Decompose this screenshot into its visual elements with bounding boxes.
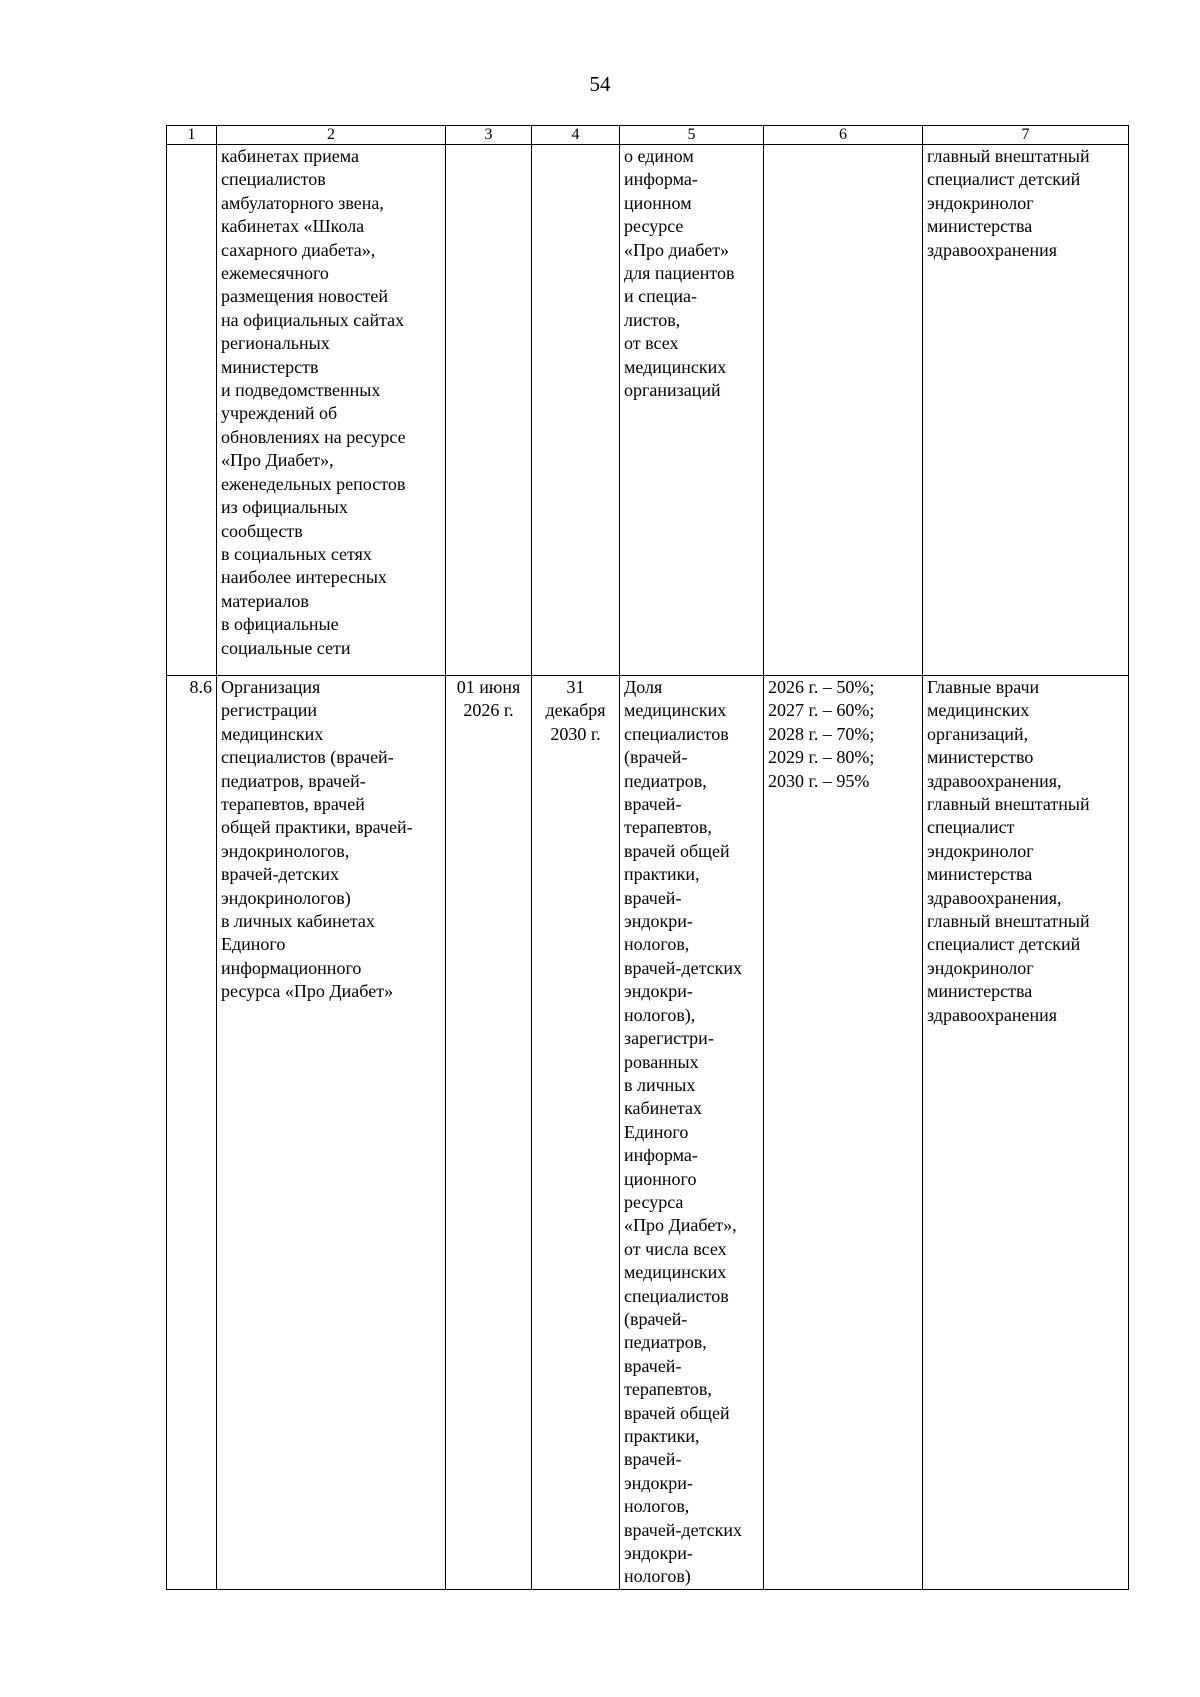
column-number: 7 [923, 126, 1129, 145]
column-number: 5 [620, 126, 764, 145]
cell-line: медицинских [927, 700, 1030, 721]
cell-line: эндокри- [624, 1543, 693, 1564]
cell-line: медицинских [624, 700, 727, 721]
cell-line: специалист детский [927, 169, 1081, 190]
cell-line: учреждений об [221, 403, 338, 424]
cell-line: размещения новостей [221, 286, 389, 307]
cell-line: региональных [221, 333, 330, 354]
cell-line: терапевтов, [624, 817, 712, 838]
cell-line: для пациентов [624, 263, 735, 284]
cell-line: педиатров, [624, 770, 707, 791]
cell-line: нологов, [624, 1496, 690, 1517]
cell-line: общей практики, врачей- [221, 817, 413, 838]
cell-line: нологов), [624, 1004, 696, 1025]
cell-line: министерство [927, 747, 1034, 768]
cell-line: здравоохранения [927, 239, 1058, 260]
cell-line: «Про диабет» [624, 239, 730, 260]
cell-responsible [923, 676, 1129, 1590]
cell-target-values [764, 145, 923, 676]
cell-line: министерства [927, 216, 1033, 237]
cell-line: 31 [566, 677, 585, 697]
cell-line: кабинетах [624, 1098, 702, 1119]
cell-line: в личных кабинетах [221, 911, 375, 932]
cell-line: социальные сети [221, 637, 351, 658]
cell-line: информационного [221, 957, 362, 978]
cell-line: еженедельных репостов [221, 473, 406, 494]
cell-line: ежемесячного [221, 263, 329, 284]
cell-line: организаций, [927, 723, 1029, 744]
cell-line: из официальных [221, 497, 348, 518]
cell-line: врачей-детских [624, 1519, 743, 1540]
column-number: 3 [446, 126, 532, 145]
cell-line: врачей-детских [221, 864, 340, 885]
cell-start-date [446, 676, 532, 1590]
cell-line: (врачей- [624, 747, 688, 768]
cell-line: (врачей- [624, 1308, 688, 1329]
cell-line: врачей- [624, 1355, 682, 1376]
cell-line: министерства [927, 864, 1033, 885]
cell-end-date [532, 145, 620, 676]
measures-table [166, 125, 1129, 1590]
column-number-row [167, 126, 1129, 145]
cell-line: и специа- [624, 286, 697, 307]
cell-line: эндокри- [624, 981, 693, 1002]
cell-line: медицинских [624, 1262, 727, 1283]
cell-line: педиатров, [624, 1332, 707, 1353]
cell-line: здравоохранения, [927, 770, 1062, 791]
cell-line: специалист [927, 817, 1015, 838]
cell-line: ресурсе [624, 216, 684, 237]
cell-line: специалистов (врачей- [221, 747, 394, 768]
cell-line: здравоохранения, [927, 887, 1062, 908]
cell-line: эндокри- [624, 1472, 693, 1493]
cell-line: 2030 г. – 95% [768, 770, 870, 791]
cell-line: в личных [624, 1074, 696, 1095]
cell-line: в официальные [221, 614, 339, 635]
cell-line: информа- [624, 169, 698, 190]
cell-line: педиатров, врачей- [221, 770, 366, 791]
cell-line: ресурса «Про Диабет» [221, 981, 394, 1002]
cell-line: ресурса [624, 1191, 684, 1212]
column-number: 1 [167, 126, 217, 145]
cell-line: министерств [221, 356, 319, 377]
cell-line: нологов) [624, 1566, 691, 1587]
cell-line: Организация [221, 677, 321, 697]
cell-line: ционном [624, 192, 692, 213]
cell-start-date [446, 145, 532, 676]
cell-indicator [620, 145, 764, 676]
cell-line: министерства [927, 981, 1033, 1002]
column-number: 6 [764, 126, 923, 145]
cell-line: в социальных сетях [221, 543, 372, 564]
cell-line: Главные врачи [927, 677, 1040, 697]
cell-line: врачей- [624, 887, 682, 908]
column-number: 4 [532, 126, 620, 145]
cell-indicator [620, 676, 764, 1590]
cell-line: медицинских [221, 723, 324, 744]
cell-line: кабинетах приема [221, 146, 359, 166]
cell-line: от числа всех [624, 1238, 727, 1259]
cell-line: 2027 г. – 60%; [768, 700, 875, 721]
cell-line: эндокринолог [927, 840, 1034, 861]
table-row [167, 145, 1129, 676]
cell-line: 2030 г. [550, 723, 601, 744]
cell-line: «Про Диабет», [221, 450, 334, 471]
cell-number [167, 676, 217, 1590]
cell-line: практики, [624, 864, 700, 885]
cell-line: 8.6 [189, 677, 212, 697]
cell-line: врачей-детских [624, 957, 743, 978]
cell-line: зарегистри- [624, 1028, 714, 1049]
cell-line: медицинских [624, 356, 727, 377]
cell-line: нологов, [624, 934, 690, 955]
cell-line: эндокри- [624, 911, 693, 932]
cell-line: амбулаторного звена, [221, 192, 384, 213]
cell-line: 2028 г. – 70%; [768, 723, 875, 744]
cell-number [167, 145, 217, 676]
cell-line: Единого [221, 934, 286, 955]
cell-target-values [764, 676, 923, 1590]
cell-line: 2029 г. – 80%; [768, 747, 875, 768]
cell-line: рованных [624, 1051, 699, 1072]
page-number: 54 [589, 72, 611, 96]
column-number: 2 [217, 126, 446, 145]
cell-line: сахарного диабета», [221, 239, 376, 260]
cell-line: наиболее интересных [221, 567, 387, 588]
cell-line: эндокринолог [927, 192, 1034, 213]
cell-line: врачей- [624, 1449, 682, 1470]
cell-line: специалистов [624, 723, 729, 744]
cell-line: эндокринолог [927, 957, 1034, 978]
cell-line: ционного [624, 1168, 697, 1189]
cell-line: эндокринологов) [221, 887, 351, 908]
cell-measure [217, 145, 446, 676]
cell-line: здравоохранения [927, 1004, 1058, 1025]
cell-line: на официальных сайтах [221, 309, 405, 330]
cell-line: Единого [624, 1121, 689, 1142]
cell-line: обновлениях на ресурсе [221, 426, 406, 447]
cell-line: декабря [545, 700, 606, 721]
cell-line: листов, [624, 309, 681, 330]
cell-line: эндокринологов, [221, 840, 350, 861]
cell-line: врачей общей [624, 840, 730, 861]
cell-line: и подведомственных [221, 380, 381, 401]
cell-line: о едином [624, 146, 694, 166]
cell-line: главный внештатный [927, 146, 1090, 166]
cell-line: «Про Диабет», [624, 1215, 737, 1236]
cell-line: главный внештатный [927, 794, 1090, 815]
cell-line: главный внештатный [927, 911, 1090, 932]
cell-line: практики, [624, 1426, 700, 1446]
cell-line: специалистов [221, 169, 326, 190]
cell-line: 2026 г. [463, 700, 514, 721]
cell-line: терапевтов, врачей [221, 794, 365, 815]
cell-line: врачей- [624, 794, 682, 815]
cell-line: специалист детский [927, 934, 1081, 955]
cell-line: сообществ [221, 520, 303, 541]
cell-line: 2026 г. – 50%; [768, 677, 875, 697]
cell-measure [217, 676, 446, 1590]
cell-end-date [532, 676, 620, 1590]
cell-line: специалистов [624, 1285, 729, 1306]
cell-line: от всех [624, 333, 679, 354]
cell-line: регистрации [221, 700, 317, 721]
cell-responsible [923, 145, 1129, 676]
cell-line: врачей общей [624, 1402, 730, 1423]
cell-line: организаций [624, 380, 721, 401]
cell-line: материалов [221, 590, 309, 611]
cell-line: терапевтов, [624, 1379, 712, 1400]
cell-line: информа- [624, 1145, 698, 1166]
cell-line: 01 июня [456, 677, 521, 697]
table-row [167, 676, 1129, 1590]
cell-line: Доля [624, 677, 663, 697]
cell-line: кабинетах «Школа [221, 216, 365, 237]
